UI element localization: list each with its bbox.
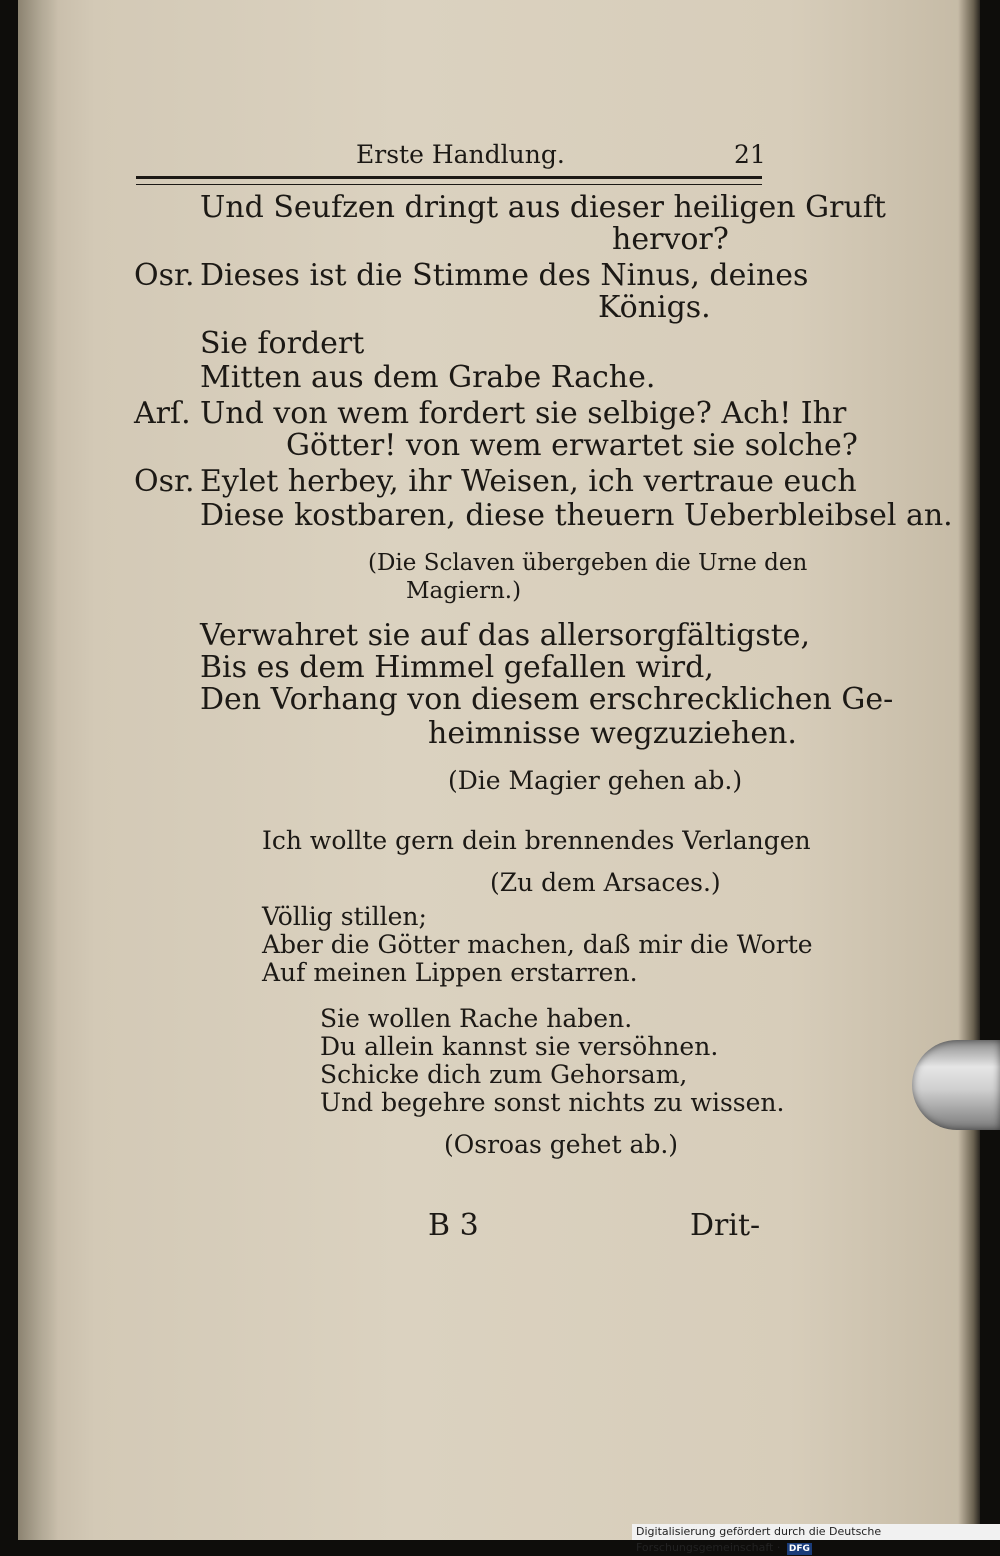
verse-line: Völlig stillen;: [262, 902, 427, 931]
verse-line: Dieses ist die Stimme des Ninus, deines: [200, 258, 809, 293]
verse-line: Verwahret sie auf das allersorgfältigste,: [200, 618, 811, 653]
stage-direction: (Die Sclaven übergeben die Urne den: [368, 550, 808, 576]
verse-line: Bis es dem Himmel gefallen wird,: [200, 650, 714, 685]
verse-line: Und Seufzen dringt aus dieser heiligen Gruft: [200, 190, 886, 225]
verse-line: Schicke dich zum Gehorsam,: [320, 1060, 688, 1089]
verse-line: Diese kostbaren, diese theuern Ueberbleibsel an.: [200, 498, 953, 533]
stage-direction: (Zu dem Arsaces.): [490, 868, 721, 897]
credit-text: Digitalisierung gefördert durch die Deutsche Forschungsgemeinschaft ·: [636, 1525, 882, 1554]
stage-direction: (Die Magier gehen ab.): [448, 766, 743, 795]
verse-line: Königs.: [598, 290, 711, 325]
speaker-label: Osr.: [134, 464, 195, 499]
verse-line: Sie wollen Rache haben.: [320, 1004, 633, 1033]
header-rule: [136, 176, 762, 185]
page-clip: [912, 1040, 1000, 1130]
page-edge-shadow: [958, 0, 980, 1540]
verse-line: Auf meinen Lippen erstarren.: [262, 958, 638, 987]
verse-line: Götter! von wem erwartet sie solche?: [286, 428, 858, 463]
digitization-credit: [632, 1524, 1000, 1554]
verse-line: Mitten aus dem Grabe Rache.: [200, 360, 656, 395]
stage-direction: Magiern.): [406, 578, 522, 604]
verse-line: Ich wollte gern dein brennendes Verlangen: [262, 826, 811, 855]
verse-line: hervor?: [612, 222, 729, 257]
catchword: Drit-: [690, 1208, 761, 1243]
page-gutter: [18, 0, 58, 1540]
dfg-logo-icon: DFG: [788, 1544, 810, 1554]
page-number: 21: [734, 140, 766, 169]
speaker-label: Arſ.: [134, 396, 191, 431]
stage-direction: (Osroas gehet ab.): [444, 1130, 679, 1159]
verse-line: Den Vorhang von diesem erschrecklichen Ge-: [200, 682, 894, 717]
signature-mark: B 3: [428, 1208, 479, 1243]
verse-line: heimnisse wegzuziehen.: [428, 716, 797, 751]
running-title: Erste Handlung.: [356, 140, 565, 169]
speaker-label: Osr.: [134, 258, 195, 293]
verse-line: Und begehre sonst nichts zu wissen.: [320, 1088, 785, 1117]
verse-line: Du allein kannst sie versöhnen.: [320, 1032, 719, 1061]
verse-line: Eylet herbey, ihr Weisen, ich vertraue euch: [200, 464, 857, 499]
verse-line: Sie fordert: [200, 326, 365, 361]
verse-line: Aber die Götter machen, daß mir die Worte: [262, 930, 813, 959]
verse-line: Und von wem fordert sie selbige? Ach! Ihr: [200, 396, 847, 431]
